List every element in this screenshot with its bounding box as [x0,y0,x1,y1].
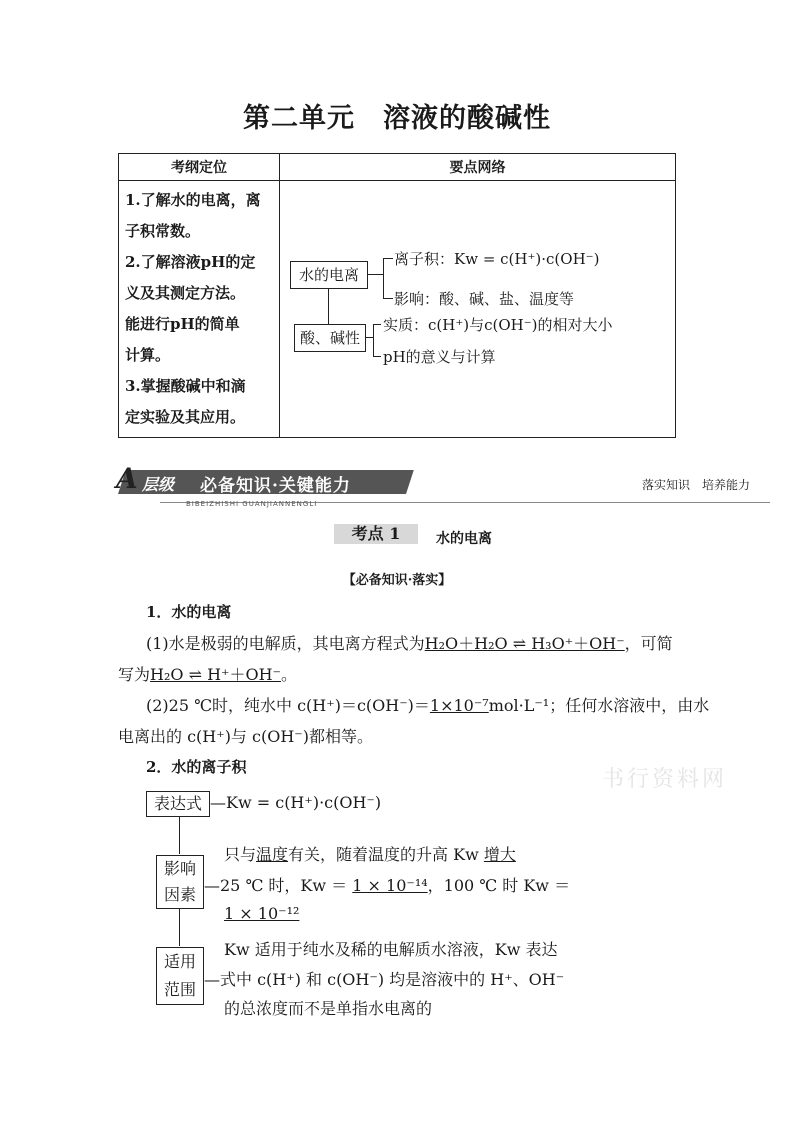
outline-line: 2.了解溶液pH的定 [125,253,256,271]
connector [373,324,381,325]
kaodian-label: 考点 1 [334,524,418,544]
box-factors [156,855,204,909]
scope-label-line2: 范围 [163,980,196,999]
branch-essence: 实质：c(H⁺)与c(OH⁻)的相对大小 [383,316,613,334]
connector [367,274,383,275]
answer-kw-100: 1 × 10⁻¹² [224,904,300,923]
branch-ion-product: 离子积：Kw = c(H⁺)·c(OH⁻) [394,250,600,268]
banner-level: 层级 [142,475,175,494]
diagram-connector [179,816,180,854]
diagram-connector [179,908,180,946]
p2-intro: 写为 [118,665,151,684]
factors-label-line2: 因素 [163,885,196,904]
paragraph-4: 电离出的 c(H⁺)与 c(OH⁻)都相等。 [118,727,373,746]
syllabus-table [118,153,676,438]
scope-line-3: 的总浓度而不是单指水电离的 [224,999,433,1018]
paragraph-2 [118,662,297,685]
scope-line-1: Kw 适用于纯水及稀的电解质水溶液，Kw 表达 [224,940,558,959]
branch-ph: pH的意义与计算 [383,348,496,366]
outline-cell [119,181,280,438]
header-outline: 考纲定位 [119,154,280,181]
factors-line-3 [224,904,299,923]
factors-line-2: —25 ℃ 时，Kw ＝ 1 × 10⁻¹⁴，100 ℃ 时 Kw ＝ [204,876,571,895]
branch-influence: 影响：酸、碱、盐、温度等 [394,290,575,308]
paragraph-3 [146,693,709,716]
p2-equation: H₂O ⇌ H⁺＋OH⁻ [150,665,281,684]
box-scope [156,947,204,1005]
paragraph-1 [146,631,673,654]
scope-line-2: —式中 c(H⁺) 和 c(OH⁻) 均是溶液中的 H⁺、OH⁻ [204,970,565,989]
outline-line: 1.了解水的电离，离 [125,191,261,209]
network-cell [280,181,676,438]
section-bracket-label: 【必备知识·落实】 [342,573,452,588]
p3-intro: (2)25 ℃时，纯水中 c(H⁺)＝c(OH⁻)＝ [146,696,430,715]
banner-letter: A [116,462,138,495]
section1-heading: 1．水的电离 [146,603,232,621]
p1-tail: ，可简 [624,634,673,653]
answer-increase: 增大 [483,845,516,864]
expression-formula: —Kw = c(H⁺)·c(OH⁻) [210,793,382,812]
p1-equation: H₂O＋H₂O ⇌ H₃O⁺＋OH⁻ [424,634,625,653]
outline-line: 能进行pH的简单 [125,315,240,333]
p3-value: 1×10⁻⁷ [429,696,489,715]
connector [383,298,393,299]
factors-line-1: 只与温度有关，随着温度的升高 Kw 增大 [224,845,516,864]
watermark: 书行资料网 [602,767,728,792]
p2-tail: 。 [281,665,298,684]
scope-label-line1: 适用 [163,952,196,971]
answer-temperature: 温度 [256,845,289,864]
connector [365,337,373,338]
banner-slogan: 落实知识 培养能力 [642,478,751,492]
connector [373,324,374,356]
connector [383,258,393,259]
p1-intro: (1)水是极弱的电解质，其电离方程式为 [146,634,425,653]
node-acid-base: 酸、碱性 [294,324,366,352]
header-network: 要点网络 [280,154,676,181]
factors-label-line1: 影响 [163,859,196,878]
kaodian-title: 水的电离 [436,531,492,547]
section2-heading: 2．水的离子积 [146,758,247,776]
answer-kw-25: 1 × 10⁻¹⁴ [352,876,428,895]
outline-line: 3.掌握酸碱中和滴 [125,377,246,395]
connector [373,356,381,357]
outline-line: 计算。 [125,346,171,364]
box-expression: 表达式 [146,791,210,817]
node-water-ionization: 水的电离 [290,261,368,289]
page-title: 第二单元 溶液的酸碱性 [243,103,551,134]
banner-title: 必备知识·关键能力 [200,476,351,496]
banner-subtitle: BIBEIZHISHI GUANJIANNENGLI [186,500,318,508]
connector-vertical [328,288,329,324]
p3-tail: mol·L⁻¹；任何水溶液中，由水 [488,696,710,715]
connector [383,258,384,298]
outline-line: 义及其测定方法。 [125,284,246,302]
outline-line: 子积常数。 [125,222,201,240]
outline-line: 定实验及其应用。 [125,408,246,426]
